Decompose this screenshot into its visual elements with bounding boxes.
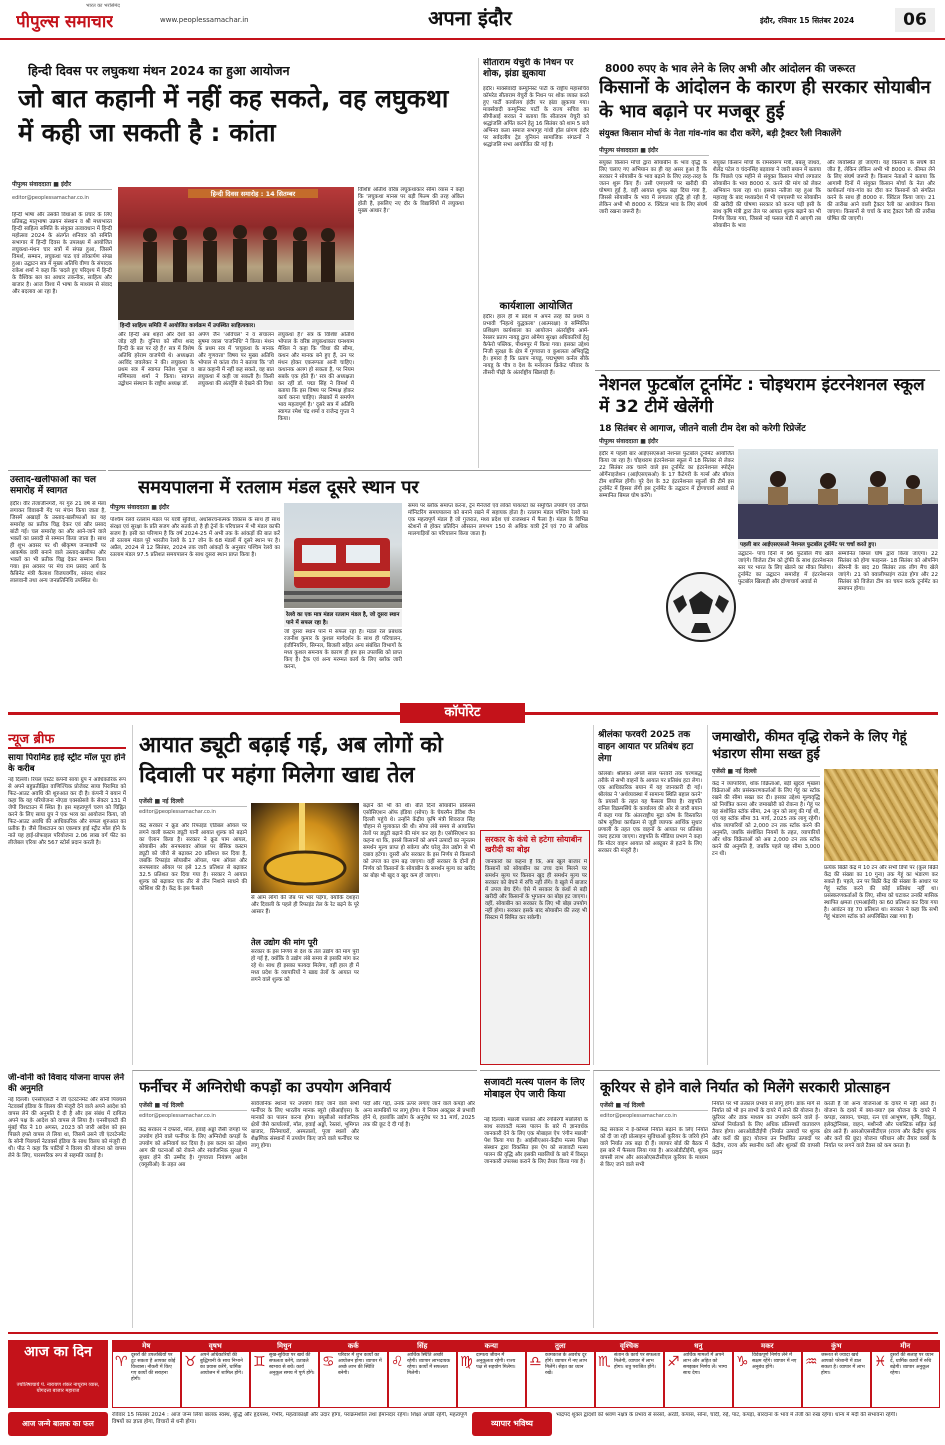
photo-caption: रेलवे का एक मात्र मंडल रतलाम मंडल है, जो दूसरा स्थान पाने में सफल रहा है। [284, 609, 402, 627]
rashi-box [457, 1340, 526, 1408]
birthday-label: आज जन्मे बालक का फल [8, 1412, 108, 1436]
article-column: इंदौर में पहली बार आईएसएसओ नेशनल फुटबॉल टूर्नामेंट आयोजित किया जा रहा है। चोइथराम इंटरनेशनल स्कूल में 18 सितंबर से लेकर 22 सितंबर तक चलने वाले इस टूर्नामेंट का इंटरनेशनल स्पोर्ट्स ऑर्गेनाइजेशन (आईएसएसओ) के 17 कैटेगरी के गर्ल्स और बॉयज टीम शामिल होंगी। पूरे देश के 32 इंटरनेशनल स्कूलों की टीमें इस टूर्नामेंट में हिस्सा लेंगी इस टूर्नामेंट के उद्घाटन में द्रोणाचार्य अवार्ड से सम्मानित बिमल घोष करेंगे। [599, 451, 734, 499]
zodiac-icon: ♊ [253, 1354, 266, 1370]
event-photo [118, 187, 354, 320]
zodiac-icon: ♌ [391, 1354, 404, 1370]
story-headline[interactable]: समयपालना में रतलाम मंडल दूसरे स्थान पर [138, 477, 419, 498]
zodiac-icon: ♍ [460, 1354, 473, 1370]
business-label: व्यापार भविष्य [472, 1412, 552, 1436]
story-soya-burden [480, 830, 590, 1065]
story-courier [593, 1070, 940, 1328]
photo-people [738, 449, 938, 539]
rashi-name: तुला [527, 1341, 594, 1352]
rashi-name: कर्क [320, 1341, 387, 1352]
byline: पीपुल्स संवाददाता ■ इंदौर [110, 503, 280, 513]
story-subheadline: 18 सितंबर से आगाज, जीतने वाली टीम देश को करेगी रिप्रेजेंट [599, 424, 806, 434]
brief-title: न्यूज ब्रीफ [8, 729, 126, 749]
masthead [0, 0, 945, 40]
rashi-text: सुख-सुविधा पर खर्च की सफलता करेंगे, उतावले स्वभाव से बचें। कार्य अनुकूल समय में पूर्ण होंगे। [269, 1353, 315, 1376]
logo: पीपुल्स समाचार [16, 12, 114, 32]
story-football [595, 370, 940, 700]
byline: पीपुल्स संवाददाता ■ इंदौर [12, 180, 112, 190]
zodiac-icon: ♓ [874, 1354, 887, 1370]
article-column: निर्यात पर भी तत्काल प्रभाव से लागू होंगे। डाक मार्ग से निर्यात को भी इन लाभों के दायरे में लाने की योजना है। कूरियर और डाक माध्यम का उपयोग करने वाले ई-कॉमर्स निर्यातकों के लिए अधिक प्रतिस्पर्धी वातावरण तैयार होगा। आरओडीटीईपी (निर्यात उत्पादों पर शुल्क और करों की छूट) योजना उन निर्धारित उत्पादों पर केंद्रीय, राज्य और स्थानीय करों और शुल्कों की वापसी प्रदान [712, 1101, 820, 1156]
brief-headline[interactable]: जी-वोनी को विवाद योजना वापस लेने की अनुमति [8, 1073, 125, 1094]
story-furniture [132, 1070, 477, 1328]
article-column: बढ़ाने की भी की थी। बीते दिनों सोयाबीन प्रोसेसर्स एसोसिएशन ऑफ इंडिया (सोपा) के चेयरमैन डेविश जैन दिल्ली पहुंचे थे। उन्होंने केंद्रीय कृषि मंत्री शिवराज सिंह चौहान से मुलाकात की थी। सोपा लंबे समय से आयातित तेलों पर ड्यूटी बढ़ाने की मांग कर रहा है। एसोसिएशन का कहना था कि, इससे किसानों को अपने उत्पादों का न्यूनतम समर्थन मूल्य प्राप्त हो सकेगा और घरेलू तेल उद्योग से भी दबाव हटेगा। दूसरी ओर सरकार के इस निर्णय से किसानों को उपज का दाम बढ़ जाएगा। वहीं सरकार के दोनों ही निर्णय को किसानों के सोयाबीन के समर्थन मूल्य का खरीद का बोझ भी खुद व खुद कम हो जाएगा। [363, 803, 475, 879]
section-banner-corporate: कॉर्पोरेट [400, 703, 525, 723]
email: editor@peoplessamachar.co.in [139, 809, 216, 815]
business-text: भाद्रपद शुक्ल द्वादशी को श्रवण नक्षत्र के प्रभाव से सरसों, अरंडी, कपास, सोना, चांदी, रुई, पाट, कपड़ा, बारदाना के भाव में तेजी का रुख रहेगा। धान्य में मंदी की संभावना रहेगी। [556, 1412, 898, 1418]
rashi-text: दाम्पत्य जीवन में अनुकूलता रहेगी। राज्य पक्ष से सहयोग मिलेगा। [476, 1353, 516, 1370]
article-column: से आम लोगों की जेब पर भार पड़ेगा, क्योंकि दशहरा और दिवाली के पहले ही रिफाइंड तेल के रेट बढ़ने के पूरे आसार हैं। [251, 895, 359, 915]
article-body: कोलंबो। श्रीलंका अगले साल फरवरी तक चरणबद्ध तरीके से सभी वाहनों के आयात पर प्रतिबंध हटा लेगा। एक आधिकारिक बयान में यह जानकारी दी गई। श्रीलंका ने 'अर्थव्यवस्था में सामान्य स्थिति बहाल करने' के प्रयासों के तहत यह फैसला लिया है। राष्ट्रपति रानिल विक्रमसिंघे के कार्यालय की ओर से जारी बयान में कहा गया कि अंतरराष्ट्रीय मुद्रा कोष के विस्तारित कोष सुविधा कार्यक्रम से जुड़ी व्यापक आर्थिक सुधार प्रणाली के तहत एक वाहनों के आयात पर प्रतिबंध जल्द हटाया जाएगा। राष्ट्रपति के मीडिया प्रभाग ने कहा कि मोटर वाहन आयात को अक्टूबर से हटाने के लिए सरकार की मंजूरी है। [598, 771, 702, 854]
rashi-name: मीन [872, 1341, 939, 1352]
zodiac-icon: ♋ [322, 1354, 335, 1370]
zodiac-icon: ♑ [736, 1354, 749, 1370]
article-column: केंद्र सरकार ने क्रूड और रिफाइंड एडिबल ऑयल पर लगने वाली कस्टम ड्यूटी यानी आयात शुल्क को बढ़ाने का ऐलान किया है। सरकार ने क्रूड पाम आयल, सोयाबीन और सनफ्लावर ऑयल पर बेसिक कस्टम ड्यूटी को जीरो से बढ़ाकर 20 प्रतिशत कर दिया है, जबकि रिफाइंड सोयाबीन ऑयल, पाम ऑयल और सनफ्लावर ऑयल पर इसे 12.5 प्रतिशत से बढ़ाकर 32.5 प्रतिशत कर दिया गया है। सरकार ने आयात शुल्क को बढ़ाकर एक तीर से तीन निशाने साधने की कोशिश की है। केंद्र के इस फैसले [139, 823, 247, 892]
train-photo [284, 503, 402, 608]
website: www.peoplessamachar.in [160, 16, 249, 24]
byline: एजेंसी ■ नई दिल्ली [139, 1101, 247, 1111]
brief-body: नई दिल्ली। एनसीएलटी ने जी एंटरटेनमेंट और सोनी पिक्चर्स नेटवर्क्स इंडिया के विलय की मंजूरी देने वाले अपने आदेश को वापस लेने की अनुमति दे दी है और इस संबंध में दायित्व अपने पक्ष के आदेश को वापस ले लिया है। एनसीएलटी की मुंबई पीठ ने 10 अगस्त, 2023 को जारी आदेश को इस पिछले हफ्ते वापस ले लिया था, जिसमें उसने जी एंटरटेनमेंट के सोनी पिक्चर्स नेटवर्क्स इंडिया के साथ विलय को मंजूरी दी थी। पीठ ने कहा कि पार्टियों ने विलय की योजना को वापस लेने के लिए, पारस्परिक रूप से सहमति जताई है। [8, 1097, 126, 1159]
zodiac-icon: ♏ [598, 1354, 611, 1370]
article-column: पर्दों और गद्दों, उनके ऊपर लगाए जाने वाले कपड़ों और अन्य सामग्रियों पर लागू होगा। ये नियम अक्टूबर से प्रभावी होने थे, हालांकि उद्योग के अनुरोध पर 31 मार्च, 2025 तक की छूट दे दी गई है। [363, 1101, 475, 1128]
article-column: केंद्र सरकार ने दफ्तरों, मॉल, हवाई अड्डों जैसी जगहों पर उपयोग होने वाले फर्नीचर के लिए अग्निरोधी कपड़ों के उपयोग को अनिवार्य कर दिया है। इस कदम का उद्देश्य आग की घटनाओं को रोकने और सार्वजनिक सुरक्षा में सुधार होने की उम्मीद है। गुणवत्ता नियंत्रण आदेश (क्यूसीओ) के तहत अब [139, 1127, 247, 1168]
email: editor@peoplessamachar.co.in [12, 195, 89, 201]
article-body: इंदौर। वीर तेजाजीनगरी, गर गुरु 21 वर्ष से मेला लगाकर विवाबनी गेंद पर मंचन किया जाता है, जिसमें अखाड़ों के उस्ताद-खलीफाओं का यह समारोह का प्रतीक चिह्न देकर एवं खीर प्रसाद बांटी गई। चल समारोह का और आने-जाने वाले भक्तों का प्रसादी से सम्मान किया जाता है। साथ ही शुभ अवसर पर थी श्रीकृष्ण जन्माष्टमी पर आकर्षक छत्री बनाने वाले उस्ताद-खलीफा और भक्तों का भी प्रतीक चिह्न देकर सम्मान किया गया। इस अवसर पर मंच राम प्रसाद आर्य के कैबिनेट मंत्री कैलाश विजयवर्गीय, सांसद शंकर लालवानी तथा अन्य जनप्रतिनिधि उपस्थित थे। [10, 501, 106, 584]
article-column: विशिष्ट अतिथि वरिष्ठ लघुकथाकार सीमा व्यास ने कहा कि 'लघुकथा मानस पर बड़ी फिल्म की तरह अंकित होती है, इसलिए नए दौर के विद्यार्थियों में लघुकथा मुख्य आधार है।' [358, 187, 464, 214]
zodiac-icon: ♉ [184, 1354, 197, 1370]
story-subheadline: संयुक्त किसान मोर्चा के नेता गांव-गांव का दौरा करेंगे, बड़ी ट्रैक्टर रैली निकालेंगे [599, 129, 842, 139]
zodiac-icon: ♎ [529, 1354, 542, 1370]
email: editor@peoplessamachar.co.in [139, 1113, 216, 1119]
rashi-name: वृश्चिक [596, 1341, 663, 1352]
article-column: सरकार के इस निर्णय से देश के तेल उद्योग की मांग पूरी हो गई है, क्योंकि वे उद्योग लंबे समय से इसकी मांग कर रहे थे। साथ ही इसका फायदा मिलेगा, वहीं हाल ही में मध्य प्रदेश के व्यापारियों ने खाद्य तेलों के आयात पर लगने वाले शुल्क को [251, 949, 359, 983]
subhead: कार्यशाला आयोजित [499, 301, 573, 312]
rashi-name: मकर [734, 1341, 801, 1352]
story-srilanka [593, 725, 703, 1065]
story-headline[interactable]: जो बात कहानी में नहीं कह सकते, वह लघुकथा में कही जा सकती है : कांता [18, 84, 449, 147]
story-headline[interactable]: फर्नीचर में अग्निरोधी कपड़ों का उपयोग अनिवार्य [139, 1080, 391, 1096]
logo-tagline: भारत का भरोसेमंद [86, 3, 120, 9]
zodiac-icon: ♈ [115, 1354, 128, 1370]
article-body: इंदौर। हाल ही में प्रदेश में अपने तरह की प्रथम व प्रभावी 'निहत्थे युद्धकला' (आत्मरक्षा) व सम्मिलित प्रशिक्षण कार्यशाला का आयोजन अंतर्राष्ट्रीय आर्म-रेसलर प्रताप नायडू द्वारा ओमेगा सुरक्षा अधिकारियों हेतु कैफेरो पब्लिक, पीथमपुर में किया गया। इसका उद्देश्य निजी सुरक्षा के क्षेत्र में गुणवत्ता व कुशलता अभिवृद्धि है। हमारा है कि प्रताप नायडू, पद्मभूषण कर्नल सीके नायडू के पौत्र व देश के मनोरजन क्रिकेट परिवार के तीसरी पीढ़ी के अंतर्राष्ट्रीय खिलाड़ी हैं। [483, 314, 589, 376]
article-column: पश्चिम रेलवे रतलाम मंडल पर यात्री सुविधा, अधोसंरचनात्मक विकास के साथ ही साथ संरक्षा एवं सुरक्षा के प्रति सजग और सतर्क तो है ही ट्रेनों के परिचालन में भी मंडल काफी सजग है। इसी का परिणाम है कि वर्ष 2024-25 में अभी तक के आंकड़ों की बात करें तो रतलाम मंडल पूरे भारतीय रेलवे के 17 जोन के 68 मंडलों में दूसरे स्थान पर है। अप्रैल, 2024 से 12 सितंबर, 2024 तक जारी आंकड़ों के अनुसार पश्चिम रेलवे का रतलाम मंडल 97.5 प्रतिशत समयपालन के साथ दूसरा स्थान प्राप्त किया है। [110, 517, 280, 558]
rashi-text: कामकाज के अवरोध दूर होंगे। व्यापार में नए लाभ मिलेंगे। सेहत का ध्यान रखें। [545, 1353, 588, 1376]
byline: एजेंसी ■ नई दिल्ली [139, 797, 247, 807]
byline: पीपुल्स संवाददाता ■ इंदौर [599, 437, 734, 447]
story-hindi-diwas [8, 62, 470, 467]
rashifal-title-box [8, 1340, 108, 1408]
story-kicker[interactable]: उस्ताद-खलीफाओं का चल समारोह में स्वागत [10, 475, 96, 496]
rashi-box [112, 1340, 181, 1408]
news-brief [8, 725, 126, 1330]
article-column: लघुकथा है।' सत्र के विशिष्ट अतिथि भोपाल के वरिष्ठ लघुकथाकार घनश्याम मैथिल ने कहा कि 'विधा की सीमा, कथन और मानक बने हुए हैं, उन पर मंथन होकर एकरूपता आनी चाहिए। कथानक अलग हो सकता है, पर नियम सबके एक होते हैं।' सत्र की अध्यक्षता कर रहीं डॉ. पद्मा सिंह ने विमर्श में बताया कि इस विषय पर निष्पक्ष होकर कार्य करना चाहिए। लेखकों में समर्पण भाव महत्वपूर्ण है।' दूसरे सत्र में अतिथि स्वागत रमेश चंद्र शर्मा व राजेन्द्र गुप्ता ने किया। [278, 332, 354, 422]
rashi-name: कुंभ [803, 1341, 870, 1352]
train-illustration [284, 503, 402, 608]
rashi-text: दूसरों की उपलब्धियों पर टूट सकता है आपका कोई विश्वास। नौकरी में किए गए कार्यों की सराहना होगी। [131, 1353, 176, 1382]
article-column: अर्पण जैन 'अविचल' ने व संचालन सुषमा व्यास 'राजनिधि' ने किया। मंथन के प्रथम सत्र में 'लघुकथा के मानक और गुणवत्ता' विषय पर मुख्य अतिथि भोपाल से कांता रॉय ने बताया कि 'जो बात कहानी में नहीं कह सकते, वह बात लघुकथा में कही जा सकती है। किसी लघुकथा की अंतर्दृष्टि से देखने की विधा [198, 332, 274, 387]
dateline: इंदौर, रविवार 15 सितंबर 2024 [760, 16, 855, 25]
brief-body: नई दिल्ली। रियल एस्टेट कंपनी साया ग्रुप ने आधिकारिक रूप से अपने बहुप्रतीक्षित वाणिज्यिक प्रोजेक्ट साया पिरामिड को फिट-आउट अवधि की शुरुआत कर दी है। कंपनी ने बयान में कहा कि यह परियोजना नोएडा एक्सप्रेसवे के सेक्टर 131 में जेपी विशटाउन में स्थित है। इस महत्वपूर्ण चरण को चिह्नित करने के लिए साया ग्रुप ने एक भव्य का आयोजन किया, जो फिट-आउट अवधि की आधिकारिक और सफल शुरुआत का प्रतीक है। जैसे विशटाउन का एकमात्र हाई स्ट्रीट मॉल होने के नाते यह हाई-प्रोफाइल परियोजना 2.06 लाख वर्ग फीट का लीजेबल एरिया और 567 स्टोर्स प्रदान करती है। [8, 777, 126, 846]
rashifal-astrologer: ज्योतिषाचार्य पं. नारायण शंकर नाथूराम व्यास, योगदत्ता बाजार महाराज [16, 1382, 100, 1394]
rashi-text: अपने अधिकारियों की बुद्धिमानी के साथ निभाने का प्रयास करेंगे, धार्मिक आयोजन में शामिल होंगे। [200, 1353, 243, 1376]
oil-pour-photo [251, 803, 359, 893]
rashi-box [802, 1340, 871, 1408]
rashi-name: वृषभ [182, 1341, 249, 1352]
rashi-box [664, 1340, 733, 1408]
story-headline[interactable]: नेशनल फुटबॉल टूर्नामेंट : चोइथराम इंटरनेशनल स्कूल में 32 टीमें खेलेंगी [599, 375, 925, 417]
section-title: अपना इंदौर [400, 4, 540, 34]
article-column: और हिन्दी अब शहरों और देशों को जोड़ रही है। दुनिया को सौंपा शब्द हिन्दी के बल पर रहे हैं।' सत्र में विशेष अतिथि हरेराम वाजपेयी थे। अध्यक्षता अरविंद जवलेकर ने की। लघुकथा के प्रथम सत्र में स्वागत नितेश गुप्ता व मणिमाला शर्मा ने किया। स्वागत उद्बोधन संस्थान के राष्ट्रीय अध्यक्ष डॉ. [118, 332, 194, 387]
rashi-text: विवेकपूर्ण निर्णय लेने में सक्षम रहेंगे। व्यापार में नए अनुबंध होंगे। [752, 1353, 797, 1370]
rashi-name: कन्या [458, 1341, 525, 1352]
byline: पीपुल्स संवाददाता ■ इंदौर [599, 146, 709, 156]
byline: एजेंसी ■ नई दिल्ली [600, 1101, 708, 1111]
rashi-box [181, 1340, 250, 1408]
story-edible-oil [132, 725, 477, 1065]
photo-caption: पहली बार आईएसएसओ नेशनल फुटबॉल टूर्नामेंट पर चर्चा करते हुए। [738, 539, 938, 549]
page-number: 06 [895, 8, 935, 32]
rashi-text: आर्थिक मामलों में अपने लाभ और अहित को समझकर निर्णय लें। भाग्य साथ देगा। [683, 1353, 727, 1376]
rashi-name: सिंह [389, 1341, 456, 1352]
article-column: संयुक्त किसान मोर्चा के रामस्वरूप मंत्री, बबलू जाधव, शैलेंद्र पटेल व चंदनसिंह बड़वाया ने जारी बयान में बताया कि पिछले एक महीने से संयुक्त किसान मोर्चा लगातार सोयाबीन के भाव 8000 रु. करने की मांग को लेकर अभियान चला रहा था। इसका नतीजा यह हुआ कि महाराष्ट्र के बाद मध्यप्रदेश में भी एमएसपी पर सोयाबीन की खरीदी की घोषणा सरकार को करना पड़ी इसी के साथ कृषि मंत्री द्वारा तेल पर आयात शुल्क बढ़ाने का भी निर्णय किया गया, जिससे नई फसल मंडी में आएगी तब सोयाबीन के भाव [713, 160, 821, 229]
story-headline[interactable]: किसानों के आंदोलन के कारण ही सरकार सोयाबीन के भाव बढ़ाने पर मजबूर हुई [599, 77, 931, 122]
article-column: सार्वजनिक स्थानों पर उपयोग किए जाने वाले सभी फर्नीचर के लिए भारतीय मानक ब्यूरो (बीआईएस) के मानकों का पालन करना होगा। क्यूसीओ सार्वजनिक क्षेत्रों जैसे कार्यालयों, मॉल, हवाई अड्डों, रेस्तरां, भूमिगत बाजार, सिनेमाघरों, अस्पतालों, पूजा स्थलों और शैक्षणिक संस्थानों में उपयोग किए जाने वाले फर्नीचर पर लागू होगा। [251, 1101, 359, 1149]
story-ratlam [108, 470, 591, 705]
subhead: तेल उद्योग की मांग पूरी [251, 938, 318, 947]
story-wheat [707, 725, 940, 1065]
rashifal-divider [8, 1332, 938, 1334]
photo-caption: हिन्दी साहित्य समिति में आयोजित कार्यक्रम में उपस्थित साहित्यकार। [118, 320, 354, 330]
zodiac-icon: ♐ [667, 1354, 680, 1370]
story-headline[interactable]: कूरियर से होने वाले निर्यात को मिलेंगे सरकारी प्रोत्साहन [600, 1080, 890, 1096]
article-column: केंद्र ने व्यापारियों, थोक विक्रेताओं, बड़ी खुदरा शृंखला विक्रेताओं और प्रसंस्करणकर्ताओं के लिए गेहूं का स्टॉक रखने की सीमा सख्त कर दी। इसका उद्देश्य मूल्यवृद्धि को नियंत्रित करना और जमाखोरी को रोकना है। गेहूं पर यह संशोधित स्टॉक सीमा, 24 जून को लागू की गई थी, एवं यह स्टॉक सीमा 31 मार्च, 2025 तक लागू रहेगी। थोक व्यापारियों को 2,000 टन तक स्टॉक करने की अनुमति, जबकि संशोधित नियमों के तहत, व्यापारियों और थोक विक्रेताओं को अब 2,000 टन तक स्टॉक करने की अनुमति है, जबकि पहले यह सीमा 3,000 टन थी। [712, 781, 820, 857]
wheat-photo [824, 769, 938, 861]
zodiac-icon: ♒ [805, 1354, 818, 1370]
story-fish-app [480, 1070, 590, 1328]
story-yechury [478, 58, 590, 468]
brief-headline[interactable]: साया पिरामिड हाई स्ट्रीट मॉल पूरा होने के करीब [8, 753, 126, 774]
story-kicker: 8000 रुपए के भाव लेने के लिए अभी और आंदोलन की जरूरत [605, 63, 856, 75]
article-column: और व्यवस्थित हो जाएंगी। यह किसानों के संघर्ष की जीत है, लेकिन लेकिन अभी भी 8000 रु. कीमत लेने के लिए संघर्ष जरूरी है। किसान नेताओं ने बताया कि आगामी दिनों में संयुक्त किसान मोर्चा के नेता और कार्यकर्ता गांव-गांव का दौरा कर किसानों को संगठित करने के साथ ही 8000 रु. क्विंटल किया जाए। 21 की तारीख आने वाली ट्रैक्टर रैली का आयोजन किया जाएगा। किसानों से चर्चा के बाद ट्रैक्टर रैली की तारीख घोषित की जाएगी। [827, 160, 935, 222]
rashi-text: परिवार में शुभ कार्यों का आयोजन होगा। व्यापार में अच्छे लाभ की स्थिति बनेगी। [338, 1353, 382, 1376]
rashi-text: जरूरत से ज्यादा खर्च आपको परेशानी में डाल सकता है। व्यापार में लाभ होगा। [821, 1353, 865, 1376]
rashi-box [871, 1340, 940, 1408]
story-kicker[interactable]: श्रीलंका फरवरी 2025 तक वाहन आयात पर प्रतिबंध हटा लेगा [598, 730, 694, 764]
oil-illustration [251, 803, 359, 893]
byline: एजेंसी ■ नई दिल्ली [712, 767, 820, 777]
story-kicker: हिन्दी दिवस पर लघुकथा मंथन 2024 का हुआ आयोजन [28, 63, 290, 78]
football-graphic [665, 571, 737, 643]
story-headline[interactable]: जमाखोरी, कीमत वृद्धि रोकने के लिए गेहूं भंडारण सीमा सख्त हुई [712, 730, 907, 762]
article-column: हिन्दी भाषा और उसकी विधाओं के प्रचार के लिए प्रतिबद्ध मातृभाषा उन्नयन संस्थान व श्री मध्यभारत हिन्दी साहित्य समिति के संयुक्त तत्वावधान में हिन्दी महोत्सव 2024 के अंतर्गत शनिवार को समिति सभागार में हिन्दी दिवस के उपलक्ष्य में आयोजित लघुकथा-मंथन चार सत्रों में संपन्न हुआ, जिसमें विमर्श, सम्मान, लघुकथा पाठ एवं लोकार्पण संपन्न हुआ। उद्घाटन सत्र में मुख्य अतिथि वीणा के संपादक राकेश शर्मा ने कहा कि 'बदले हुए परिदृश्य में हिन्दी के वैश्विक बल का आधार तकनीक, साहित्य और बाजार है। आज विश्व में भाषा के माध्यम से संवाद और बदलाव आ रहा है। [12, 212, 112, 295]
article-column: उद्घाटन- पांच दिनों में 96 फुटबॉल मैच खेले जाएंगे। विजेता टीम को ट्रॉफी के साथ इंटरनेशनल स्तर पर भारत के लिए खेलने का मौका मिलेगा। टूर्नामेंट का उद्घाटन समारोह में इंटरनेशनल फुटबॉल खिलाड़ी और द्रोणाचार्य अवार्ड से [738, 551, 833, 585]
press-conference-photo [738, 449, 938, 539]
article-column: केंद्र सरकार ने ई-कॉमर्स निर्यात बढ़ाने के लिए निर्यात को दी जा रही प्रोत्साहन सुविधाओं कूरियर के जरिये होने वाले निर्यात तक बढ़ा दी हैं। व्यापार बोर्ड की बैठक में इस बारे में फैसला लिया गया है। आरओडीटीईपी, शुल्क वापसी लाभ और आरओएसटीसीएल कूरियर के माध्यम से किए जाने वाले सभी [600, 1127, 708, 1168]
rashi-text: संतान के कार्य पर सफलता मिलेगी, व्यापार में लाभ होगा। शत्रु पराजित होंगे। [614, 1353, 661, 1370]
article-column: प्रत्येक बिक्री केंद्र में 10 टन और सभी डिपो पर (कुल बिक्री केंद्र की संख्या का 10 गुना) तक गेहूं का भंडारण कर सकते हैं। पहले, उन पर बिक्री केंद्र की संख्या के आधार पर गेहूं स्टॉक करने की कोई प्रतिबंध नहीं था। प्रसंस्करणकर्ताओं के लिए, सीमा को घटाकर उनकी मासिक स्थापित क्षमता (एमआईसी) का 60 प्रतिशत कर दिया गया है। आवंटन वह 70 प्रतिशत था। सरकार ने कहा कि सभी गेहूं भंडारण स्टॉक को अपलिखित रखा गया है। [824, 865, 938, 920]
rashi-box [526, 1340, 595, 1408]
story-kicker[interactable]: सरकार के कंधे से हटेगा सोयाबीन खरीदी का बोझ [485, 835, 582, 854]
rashi-box [595, 1340, 664, 1408]
article-column: संयुक्त किसान मोर्चा द्वारा सोयाबीन के भाव वृद्धि के लिए चलाए गए अभियान का ही यह असर हुआ है कि सरकार ने सोयाबीन के भाव बढ़ाने के लिए तरह-तरह के जतन शुरू किए हैं। उसी एमएसपी पर खरीदी की घोषणा हुई है, वहीं आयात शुल्क बढ़ा दिया गया है, जिससे सोयाबीन के भाव में लगातार वृद्धि हो रही है, लेकिन अभी भी 8000 रु. क्विंटल भाव के लिए संघर्ष जारी रखना जरूरी है। [599, 160, 707, 215]
rashi-name: धनु [665, 1341, 732, 1352]
rashi-box [319, 1340, 388, 1408]
rashi-box [250, 1340, 319, 1408]
rashi-text: आर्थिक स्थिति अच्छी रहेगी। व्यापार लाभदायक रहेगा। कार्यों में सफलता मिलेगी। [407, 1353, 451, 1376]
article-column: जो दूसरा स्थान पाने में सफल रहा है। मंडल रेल प्रबंधक रजनीश कुमार के कुशल मार्गदर्शन के साथ ही परिचालन, इंजीनियरिंग, सिग्नल, बिजली सहित अन्य संबंधित विभागों के मध्य कुशल समन्वय के कारण ही हम इस उपलब्धि को प्राप्त किए हैं। ट्रैक एवं अन्य मरम्मत कार्य के लिए ब्लॉक जारी करना, [284, 629, 402, 670]
rashi-box [388, 1340, 457, 1408]
article-column: सम्मानित बिमल घोष द्वारा किया जाएगा। 22 सितंबर को होगा फाइनल- 18 सितंबर को ओपनिंग सेरेमनी के बाद 20 सितंबर तक लीग मैच खेले जाएंगे। 21 को क्वालीफाइंग राउंड होगा और 22 सितंबर को विजेता टीम का चयन करके टूर्नामेंट का समापन होगा। [838, 551, 938, 592]
story-headline[interactable]: आयात ड्यूटी बढ़ाई गई, अब लोगों को दिवाली पर महंगा मिलेगा खाद्य तेल [139, 733, 443, 788]
story-headline[interactable]: सजावटी मत्स्य पालन के लिए मोबाइल ऐप जारी किया [484, 1077, 585, 1100]
story-soyabean [595, 58, 940, 363]
article-column: करती है जो अन्य योजनाओं के दायरे में नहीं आते हैं। योजना के दायरे में क्या-क्या? इस योजना के दायरे में कपड़ा, रसायन, चमड़ा, रत्न एवं आभूषण, कृषि, विद्युत, इलेक्ट्रॉनिक्स, वाहन, मशीनरी और प्लास्टिक सहित कई क्षेत्र आते हैं। आरओएससीटीएल (राज्य और केंद्रीय शुल्क और करों की छूट) योजना परिधान और तैयार वस्त्रों के निर्यात पर लगने वाले टैक्स को कम करता है। [824, 1101, 936, 1149]
rashi-box [733, 1340, 802, 1408]
stage-banner: हिन्दी दिवस समारोह : 14 सितम्बर [188, 189, 318, 198]
story-ustad [8, 470, 106, 705]
photo-people [118, 187, 354, 320]
rashi-name: मेष [113, 1341, 180, 1352]
story-kicker[interactable]: सीताराम येचुरी के निधन पर शोक, झंडा झुकाया [483, 58, 574, 79]
article-column: समय पर ब्लॉक समाप्त करना, ट्रेन मैनेजरों एवं लोको पायलटों का समुचित उपयोग एवं उचित मॉनिटरिंग समयपालना को बनाने रखने में सहायक होता है। रतलाम मंडल पश्चिम रेलवे का एक महत्वपूर्ण मंडल है जो गुजरात, मध्य प्रदेश एवं राजस्थान में फैला है। मंडल के विभिन्न स्टेशनों से होकर प्रतिदिन औसतन लगभग 150 से अधिक यात्री ट्रेनें एवं 70 से अधिक मालगाड़ियों का परिचालन किया जाता है। [408, 503, 588, 537]
article-body: इंदौर। मार्क्सवादी कम्युनिस्ट पार्टी के राष्ट्रीय महासचिव कॉमरेड सीताराम येचुरी के निधन पर शोक व्यक्त करते हुए पार्टी कार्यालय इंदौर पर झंडा झुकाया गया। मार्क्सवादी कम्युनिस्ट पार्टी के राज्य सचिव का सीपीआई सरवत ने बताया कि सीताराम येचुरी को श्रद्धांजलि अर्पित करने हेतु 16 सितंबर को शाम 5 बजे अभिनव कला समाज सभागृह गांधी हॉल प्रांगण इंदौर पर सर्वदलीय ट्रेड यूनियन सामाजिक संगठनों ने श्रद्धांजलि सभा आयोजित की गई है। [483, 86, 589, 148]
birthday-text: रविवार 15 सितंबर 2024 : आज जन्म लिया बालक स्वस्थ, बुद्धि और हृदयस्थ, गंभीर, महत्वाकांक्षी और उदार होगा, पराक्रमशील तथा ईमानदार रहेगा। शिक्षा अच्छी रहेगी, महत्वपूर्ण विषयों का ज्ञाता होगा, विचारों से धनी होगा। [112, 1412, 467, 1425]
email: editor@peoplessamachar.co.in [600, 1113, 677, 1119]
rashifal-title: आज का दिन [24, 1344, 92, 1360]
article-body: नई दिल्ली। मछली पालकों और रंगबिरंगी मछलियों के साथ सजावटी मत्स्य पालन के बारे में ज्ञानवर्धक जानकारी देने के लिए एक मोबाइल ऐप 'रंगीन मछली' पेश किया गया है। आईसीएआर-केंद्रीय मत्स्य शिक्षा संस्थान द्वारा विकसित इस ऐप को सजावटी मत्स्य पालन की वृद्धि और इसकी मछलियों के बारे में विस्तृत जानकारी उपलब्ध कराने के लिए तैयार किया गया है। [484, 1117, 588, 1165]
article-body: जानकारों का कहना है कि, अब खुले बाजार में किसानों को सोयाबीन का उच्च दाम मिलने पर समर्थन मूल्य पर किसान खुद ही समर्थन मूल्य पर सरकार को बेचने में रुचि नहीं लेंगे। वे खुले में बाजार में उपज बेच देंगे। ऐसे में सरकार के कंधों से बड़ी खरीदी और किसानों के भुगतान का बोझ हट जाएगा। वहीं, सोयाबीन का सरकार के लिए भी बोझ उपयोग नहीं होगा। सरकार इसके बाद सोयाबीन की तरह भी सिस्टम में सिमित कर सकेगी। [485, 859, 587, 921]
rashi-text: दुसरों की सलाह पर ध्यान दें, धार्मिक कार्यों में रुचि बढ़ेगी। व्यापार अनुकूल रहेगा। [890, 1353, 934, 1376]
rashi-name: मिथुन [251, 1341, 318, 1352]
